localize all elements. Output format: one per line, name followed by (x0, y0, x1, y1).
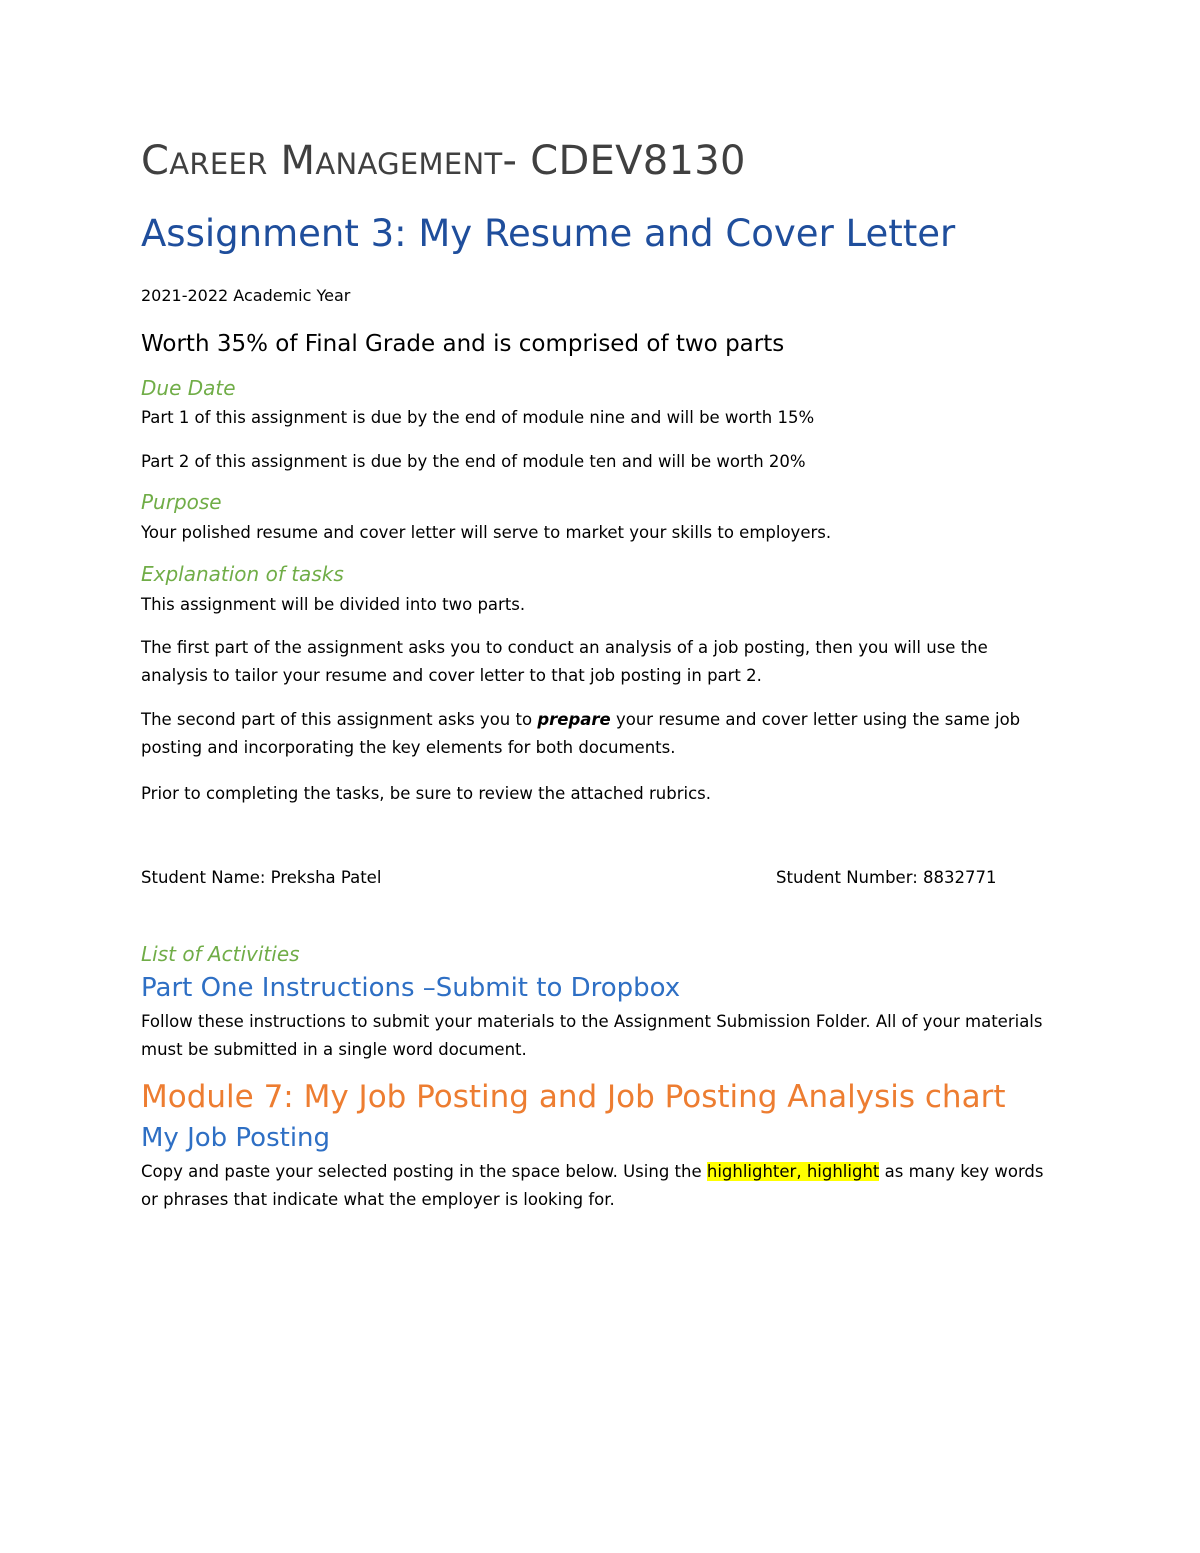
student-number: Student Number: 8832771 (776, 868, 997, 887)
part-one-text: Follow these instructions to submit your materials to the Assignment Submission Folder. All of your materials must be submitted in a single word document. (141, 1012, 1043, 1059)
explanation-heading: Explanation of tasks (141, 562, 344, 586)
assignment-title: Assignment 3: My Resume and Cover Letter (141, 212, 956, 255)
course-code: - CDEV8130 (502, 138, 746, 184)
job-posting-instructions (141, 1158, 1056, 1214)
job-posting-heading: My Job Posting (141, 1123, 331, 1153)
course-title-c: C (141, 138, 170, 184)
explanation-p1: This assignment will be divided into two parts. (141, 595, 526, 614)
job-posting-text-after: as many key words or phrases that indicate what the employer is looking for. (141, 1162, 1044, 1209)
module7-heading: Module 7: My Job Posting and Job Posting Analysis chart (141, 1079, 1006, 1115)
academic-year: 2021-2022 Academic Year (141, 286, 351, 305)
course-title-areer: AREER (169, 147, 268, 181)
explanation-p3 (141, 706, 1056, 762)
course-title-m: M (280, 138, 316, 184)
explanation-p2: The first part of the assignment asks you to conduct an analysis of a job posting, then you will use the analysis to tailor your resume and cover letter to that job posting in part 2. (141, 638, 988, 685)
part-one-heading: Part One Instructions –Submit to Dropbox (141, 973, 681, 1003)
activities-heading: List of Activities (141, 942, 300, 966)
highlighted-text: highlighter, highlight (706, 1162, 880, 1181)
student-name: Student Name: Preksha Patel (141, 868, 382, 887)
purpose-heading: Purpose (141, 490, 222, 514)
purpose-text: Your polished resume and cover letter will serve to market your skills to employers. (141, 523, 832, 542)
due-date-part2: Part 2 of this assignment is due by the end of module ten and will be worth 20% (141, 452, 806, 471)
grade-weight-heading: Worth 35% of Final Grade and is comprised of two parts (141, 331, 785, 357)
job-posting-text-before: Copy and paste your selected posting in the space below. Using the (141, 1162, 707, 1181)
explanation-p3-emphasis: prepare (537, 710, 611, 729)
course-title-anagement: ANAGEMENT (315, 147, 503, 181)
explanation-p3-after: your resume and cover letter using the same job posting and incorporating the key elements for both documents. (141, 710, 1021, 757)
due-date-heading: Due Date (141, 376, 236, 400)
course-title (141, 138, 746, 184)
explanation-p4: Prior to completing the tasks, be sure to review the attached rubrics. (141, 784, 712, 803)
explanation-p3-before: The second part of this assignment asks you to (141, 710, 538, 729)
due-date-part1: Part 1 of this assignment is due by the end of module nine and will be worth 15% (141, 408, 815, 427)
